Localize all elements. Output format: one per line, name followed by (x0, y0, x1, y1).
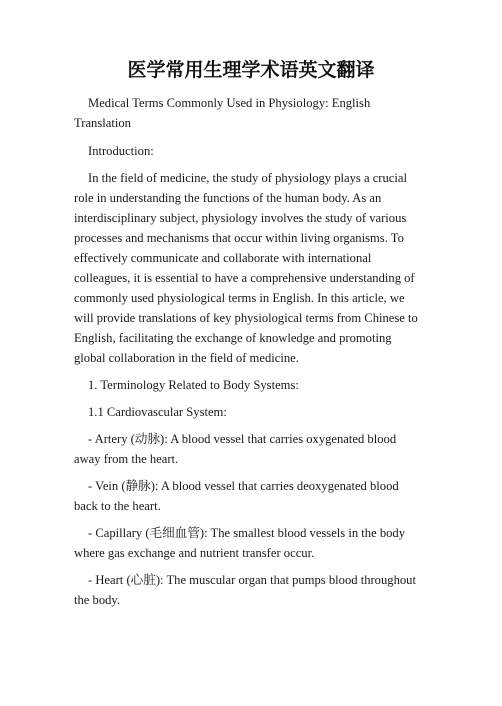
document-title: 医学常用生理学术语英文翻译 (127, 59, 375, 81)
term-capillary: - Capillary (毛细血管): The smallest blood vessels in the body where gas exchange and nutrient transfer occur. (74, 526, 406, 560)
document-page (0, 57, 502, 706)
term-heart: - Heart (心脏): The muscular organ that pumps blood throughout the body. (74, 573, 416, 607)
document-subtitle: Medical Terms Commonly Used in Physiology: English Translation (74, 96, 371, 130)
introduction-label: Introduction: (88, 144, 154, 158)
introduction-paragraph: In the field of medicine, the study of physiology plays a crucial role in understanding the functions of the human body. As an interdisciplinary subject, physiology involves the study of various processes and mechanisms that occur within living organisms. To effectively communicate and collaborate with international colleagues, it is essential to have a comprehensive understanding of commonly used physiological terms in English. In this article, we will provide translations of key physiological terms from Chinese to English, facilitating the exchange of knowledge and promoting global collaboration in the field of medicine. (74, 171, 418, 365)
section-heading-body-systems: 1. Terminology Related to Body Systems: (88, 378, 299, 392)
term-artery: - Artery (动脉): A blood vessel that carries oxygenated blood away from the heart. (74, 432, 397, 466)
term-vein: - Vein (静脉): A blood vessel that carries deoxygenated blood back to the heart. (74, 479, 399, 513)
subsection-heading-cardiovascular: 1.1 Cardiovascular System: (88, 405, 227, 419)
